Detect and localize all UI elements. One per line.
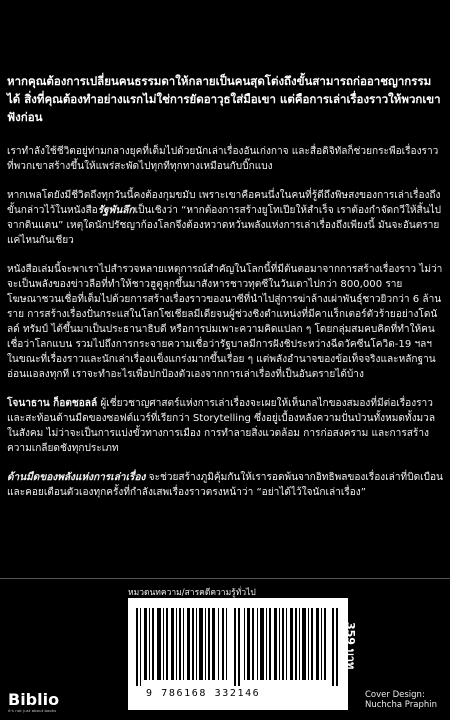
paragraph-2-b: เป็นเชิงว่า “หากต้องการสร้างยูโทเปียให้สำเร็จ เราต้องกำจัดกวีให้สิ้นไปจากดินแดน” เหตุใดนักปรัชญาก้องโลกจึงต้องหวาดหวั่นพลังแห่งการเล่าเรื่องถึงเพียงนี้ มันจะอันตรายแค่ไหนกันเชียว <box>7 205 442 246</box>
headline: หากคุณต้องการเปลี่ยนคนธรรมดาให้กลายเป็นคนสุดโต่งถึงขั้นสามารถก่ออาชญากรรมได้ สิ่งที่คุณต้องทำอย่างแรกไม่ใช่การยัดอาวุธใส่มือเขา แต่คือการเล่าเรื่องราวให้พวกเขาฟังก่อน <box>7 74 441 124</box>
credit-name: Nuchcha Praphin <box>365 700 437 710</box>
paragraph-2-a: หากเพลโตยังมีชีวิตถึงทุกวันนี้คงต้องกุมขมับ เพราะเขาคือคนนึ่งในคนที่รู้ดีถึงพิษสงของการเล่าเรื่องถึงขั้นกล่าวไว้ในหนังสือ <box>7 190 441 216</box>
book-title-republic: รัฐพันลึก <box>97 205 135 216</box>
paragraph-4 <box>7 396 443 456</box>
cover-design-credit <box>365 690 437 710</box>
paragraph-5 <box>7 470 443 500</box>
category-label: หมวดนทความ/สารคดีความรู้ทั่วไป <box>128 588 256 598</box>
divider <box>0 578 450 579</box>
paragraph-5-body: จะช่วยสร้างภูมิคุ้มกันให้เรารอดพ้นจากอิทธิพลของเรื่องเล่าที่บิดเบือน และคอยเตือนตัวเองทุกครั้งที่กำลังเสพเรื่องราวตรงหน้าว่า “อย่าได้ไว้ใจนักเล่าเรื่อง” <box>7 472 443 498</box>
paragraph-3: หนังสือเล่มนี้จะพาเราไปสำรวจหลายเหตุการณ์สำคัญในโลกนี้ที่มีต้นตอมาจากการสร้างเรื่องราว ไม่ว่าจะเป็นพลังของข่าวลือที่ทำให้ชาวฮูตูลุกขึ้นมาสังหารชาวทุตซีในวันเดาไปกว่า 800,000 ราย โฆษณาชวนเชื่อที่เต็มไปด้วยการสร้างเรื่องราวของนาซีที่นำไปสู่การฆ่าล้างเผ่าพันธุ์ชาวยิวกว่า 6 ล้านราย การสร้างเรื่องปั่นกระแสในโลกโซเชียลมีเดียจนผู้ช่วงชิงตำแหน่งที่มีคาแร็กเตอร์ตัวร้ายอย่างโดนัลด์ ทรัมป์ ได้ขึ้นมาเป็นประธานาธิบดี หรือการบ่มเพาะความคิดแปลก ๆ โดยกลุ่มสมคบคิดที่ทำให้คนเชื่อว่าโลกแบน รวมไปถึงการกระจายความเชื่อว่ารัฐบาลมีการฝังชิประหว่างฉีดวัคซีนโควิด-19 ฯลฯ ในขณะที่เรื่องราวและนักเล่าเรื่องแข็งแกร่งมากขึ้นเรื่อย ๆ แต่พลังอำนาจของข้อเท็จจริงและหลักฐานอ่อนแอลงทุกที เราจะทำอะไรเพื่อปกป้องตัวเองจากการเล่าเรื่องที่เป็นอันตรายได้บ้าง <box>7 264 443 380</box>
price-label: 359 บาท <box>344 622 357 670</box>
credit-label: Cover Design: <box>365 690 425 700</box>
publisher-logo: Biblio <box>8 690 60 709</box>
paragraph-1: เราทำลังใช้ชีวิตอยู่ท่ามกลางยุคที่เต็มไปด้วยนักเล่าเรื่องอันเก่งกาจ และสื่อดิจิทัลก็ช่วยกระพือเรื่องราวที่พวกเขาสร้างขึ้นให้แพร่สะพัดไปทุกทีทุกทางเหมือนกับบิ๊กแบง <box>7 146 439 172</box>
blurb <box>7 72 443 514</box>
isbn-number: 9 786168 332146 <box>146 688 261 699</box>
barcode <box>128 598 348 710</box>
paragraph-2 <box>7 188 443 248</box>
barcode-bars <box>136 608 340 686</box>
author-name: โจนาธาน ก็อตชอลล์ <box>7 398 98 409</box>
book-title: ด้านมืดของพลังแห่งการเล่าเรื่อง <box>7 472 146 483</box>
paragraph-4-body: ผู้เชี่ยวชาญศาสตร์แห่งการเล่าเรื่องจะเผยให้เห็นกลไกของสมองที่มีต่อเรื่องราว และสะท้อนด้านมืดของซอฟต์แวร์ที่เรียกว่า Storytelling ซึ่งอยู่เบื้องหลังความปั่นป่วนทั้งหมดทั้งมวลในสังคม ไม่ว่าจะเป็นการแบ่งขั้วทางการเมือง การทำลายสิ่งแวดล้อม การก่อสงคราม และการสร้างความเกลียดชังทุกประเภท <box>7 398 436 454</box>
publisher-tagline: it's not just about books <box>8 708 57 713</box>
